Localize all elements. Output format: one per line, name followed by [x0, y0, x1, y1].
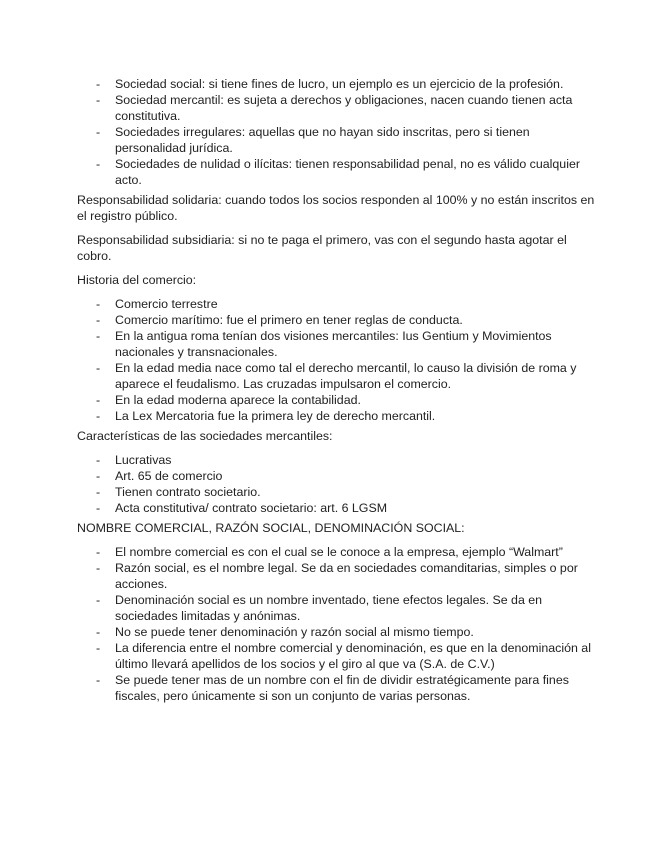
paragraph-responsabilidad-solidaria: Responsabilidad solidaria: cuando todos los socios responden al 100% y no están inscritos en el registro público. [77, 193, 595, 223]
list-item: - Denominación social es un nombre inventado, tiene efectos legales. Se da en sociedades limitadas y anónimas. [77, 592, 595, 624]
list-item: - Comercio marítimo: fue el primero en tener reglas de conducta. [77, 312, 595, 328]
list-item: - Sociedad mercantil: es sujeta a derechos y obligaciones, nacen cuando tienen acta constitutiva. [77, 92, 595, 124]
historia-list [77, 296, 595, 424]
list-item: - Se puede tener mas de un nombre con el fin de dividir estratégicamente para fines fiscales, pero únicamente si son un conjunto de varias personas. [77, 672, 595, 704]
list-item: - Lucrativas [77, 452, 595, 468]
heading-caracteristicas: Características de las sociedades mercantiles: [77, 429, 333, 443]
list-item: - La Lex Mercatoria fue la primera ley de derecho mercantil. [77, 408, 595, 424]
list-item: - En la antigua roma tenían dos visiones mercantiles: Ius Gentium y Movimientos nacionales y transnacionales. [77, 328, 595, 360]
list-item: - Sociedades irregulares: aquellas que no hayan sido inscritas, pero si tienen personalidad jurídica. [77, 124, 595, 156]
list-item: - Acta constitutiva/ contrato societario: art. 6 LGSM [77, 500, 595, 516]
caracteristicas-list [77, 452, 595, 516]
list-item: - Sociedades de nulidad o ilícitas: tienen responsabilidad penal, no es válido cualquier acto. [77, 156, 595, 188]
sociedades-list [77, 76, 595, 188]
list-item: - La diferencia entre el nombre comercial y denominación, es que en la denominación al último llevará apellidos de los socios y el giro al que va (S.A. de C.V.) [77, 640, 595, 672]
list-item: - Razón social, es el nombre legal. Se da en sociedades comanditarias, simples o por acciones. [77, 560, 595, 592]
nombre-list [77, 544, 595, 704]
paragraph-responsabilidad-subsidiaria: Responsabilidad subsidiaria: si no te paga el primero, vas con el segundo hasta agotar el cobro. [77, 233, 567, 263]
heading-historia-del-comercio: Historia del comercio: [77, 273, 197, 287]
list-item: - En la edad media nace como tal el derecho mercantil, lo causo la división de roma y aparece el feudalismo. Las cruzadas impulsaron el comercio. [77, 360, 595, 392]
list-item: - El nombre comercial es con el cual se le conoce a la empresa, ejemplo “Walmart” [77, 544, 595, 560]
list-item: - Tienen contrato societario. [77, 484, 595, 500]
list-item: - Comercio terrestre [77, 296, 595, 312]
heading-nombre-comercial: NOMBRE COMERCIAL, RAZÓN SOCIAL, DENOMINACIÓN SOCIAL: [77, 521, 465, 535]
list-item: - Art. 65 de comercio [77, 468, 595, 484]
list-item: - No se puede tener denominación y razón social al mismo tiempo. [77, 624, 595, 640]
list-item: - En la edad moderna aparece la contabilidad. [77, 392, 595, 408]
list-item: - Sociedad social: si tiene fines de lucro, un ejemplo es un ejercicio de la profesión. [77, 76, 595, 92]
